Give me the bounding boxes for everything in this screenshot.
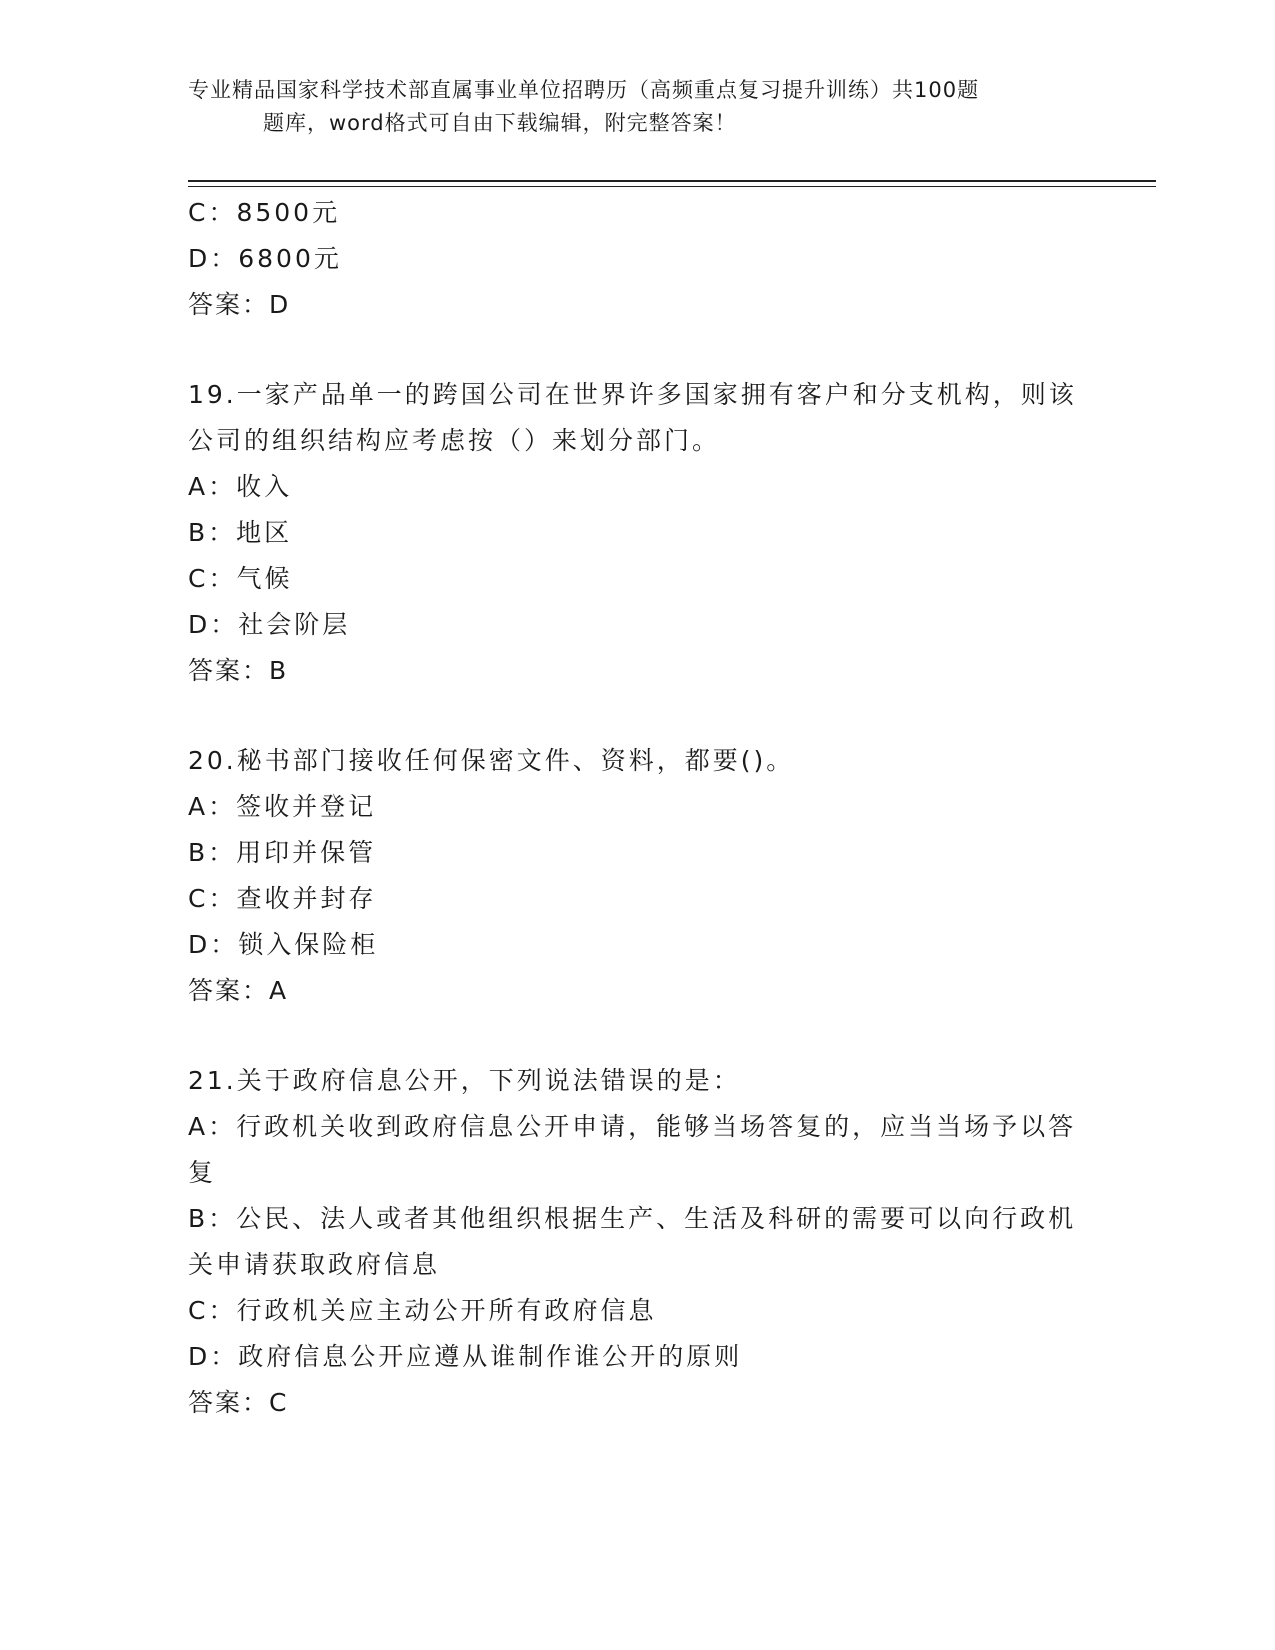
option-d: D：政府信息公开应遵从谁制作谁公开的原则: [188, 1342, 743, 1371]
option-c: C：8500元: [188, 198, 341, 227]
document-body: [188, 190, 1088, 1426]
option-b: B：公民、法人或者其他组织根据生产、生活及科研的需要可以向行政机关申请获取政府信息: [188, 1204, 1077, 1279]
question-block-21: [188, 1058, 1088, 1426]
option-a: A：签收并登记: [188, 792, 377, 821]
option-a: A：收入: [188, 472, 293, 501]
spacer: [188, 1014, 1088, 1058]
option-b: B：地区: [188, 518, 293, 547]
option-d: D：6800元: [188, 244, 342, 273]
question-stem: 21.关于政府信息公开，下列说法错误的是：: [188, 1066, 741, 1095]
option-d: D：社会阶层: [188, 610, 351, 639]
header-divider-thin: [188, 186, 1156, 187]
header-title-line-2: 题库，word格式可自由下载编辑，附完整答案！: [263, 111, 737, 135]
option-b: B：用印并保管: [188, 838, 377, 867]
option-d: D：锁入保险柜: [188, 930, 379, 959]
option-c: C：行政机关应主动公开所有政府信息: [188, 1296, 657, 1325]
answer-line: 答案：C: [188, 1388, 289, 1417]
answer-line: 答案：D: [188, 290, 291, 319]
question-block-19: [188, 372, 1088, 694]
question-block-18: [188, 190, 1088, 328]
spacer: [188, 694, 1088, 738]
option-c: C：气候: [188, 564, 293, 593]
header-divider-thick: [188, 180, 1156, 182]
question-stem: 19.一家产品单一的跨国公司在世界许多国家拥有客户和分支机构，则该公司的组织结构应考虑按（）来划分部门。: [188, 380, 1077, 455]
spacer: [188, 328, 1088, 372]
option-a: A：行政机关收到政府信息公开申请，能够当场答复的，应当当场予以答复: [188, 1112, 1077, 1187]
option-c: C：查收并封存: [188, 884, 377, 913]
question-stem: 20.秘书部门接收任何保密文件、资料，都要()。: [188, 746, 795, 775]
question-block-20: [188, 738, 1088, 1014]
answer-line: 答案：A: [188, 976, 289, 1005]
header-title-line-1: 专业精品国家科学技术部直属事业单位招聘历（高频重点复习提升训练）共100题: [188, 78, 980, 102]
answer-line: 答案：B: [188, 656, 289, 685]
document-header: [188, 74, 1088, 140]
